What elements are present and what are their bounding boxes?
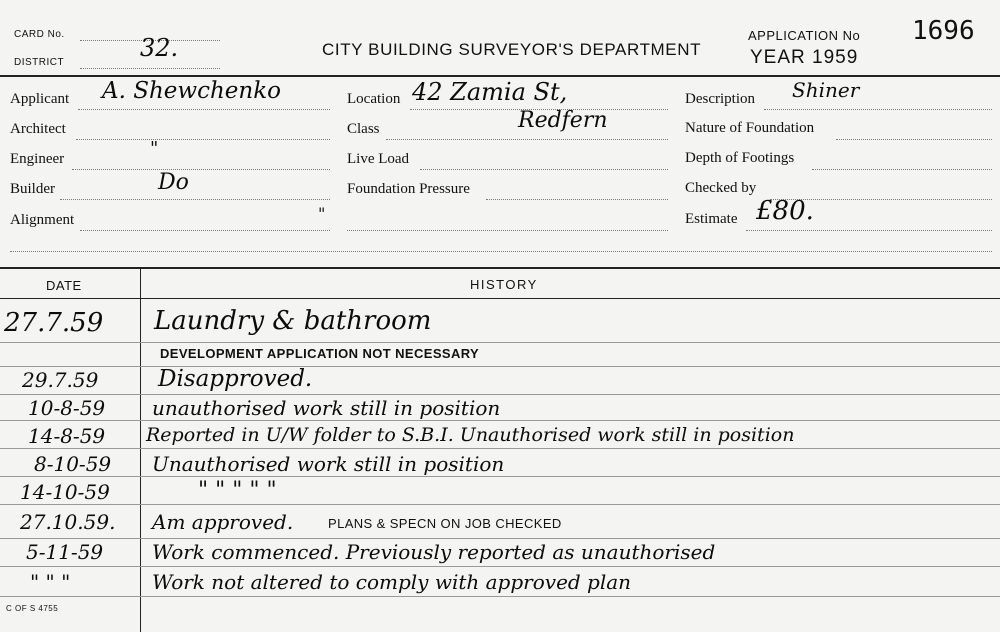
history-row-entry: Work not altered to comply with approved plan [152,570,632,594]
engineer-value: " [150,138,159,159]
history-row-date: 8-10-59 [34,452,112,476]
history-row-date: 14-10-59 [20,480,110,504]
history-rule [0,566,1000,567]
engineer-line [72,169,330,170]
history-row-entry: Am approved. [152,510,294,534]
history-header-divider [0,298,1000,299]
date-column-divider [140,268,141,632]
fields-bottom-line [10,251,992,252]
alignment-line [80,230,330,231]
engineer-label: Engineer [10,151,65,167]
history-column-header: HISTORY [470,277,538,292]
class-label: Class [347,121,380,137]
estimate-line [746,230,992,231]
applicant-value: A. Shewchenko [102,78,282,104]
live-load-line [420,169,668,170]
class-line [386,139,668,140]
history-row-date: " " " [30,570,71,594]
builder-label: Builder [10,181,55,197]
col2-blank-line [347,230,668,231]
applicant-label: Applicant [10,91,70,107]
checked-by-label: Checked by [685,180,757,196]
application-label: APPLICATION No [748,28,861,43]
history-rule [0,366,1000,367]
location-value-line2: Redfern [518,108,608,133]
history-row-entry: Work commenced. Previously reported as unauthorised [152,540,716,564]
history-row-entry-stamp: DEVELOPMENT APPLICATION NOT NECESSARY [160,346,480,361]
history-rule [0,394,1000,395]
nature-of-foundation-line [836,139,992,140]
estimate-label: Estimate [685,211,738,227]
description-line [764,109,992,110]
architect-line [76,139,330,140]
estimate-value: £80. [756,196,814,226]
department-title: CITY BUILDING SURVEYOR'S DEPARTMENT [322,40,702,59]
history-rule [0,342,1000,343]
foundation-pressure-line [486,199,668,200]
history-row-entry: " " " " " [198,478,277,503]
card-no-label: CARD No. [14,29,65,40]
history-row-date: 10-8-59 [28,396,106,420]
history-rule [0,504,1000,505]
history-row-date: 14-8-59 [28,424,106,448]
history-rule [0,448,1000,449]
nature-of-foundation-label: Nature of Foundation [685,120,815,136]
form-code: C OF S 4755 [6,604,59,613]
history-rule [0,596,1000,597]
builder-value: Do [158,170,189,195]
location-label: Location [347,91,401,107]
builder-line [60,199,330,200]
description-value: Shiner [792,78,860,102]
year-label: YEAR 1959 [750,47,859,68]
history-top-divider [0,267,1000,269]
history-row-date: 27.7.59 [4,308,104,338]
history-row-entry: Reported in U/W folder to S.B.I. Unauthorised work still in position [146,424,795,446]
architect-label: Architect [10,121,66,137]
date-column-header: DATE [46,278,82,293]
history-row-entry-stamp: PLANS & SPECN ON JOB CHECKED [328,516,562,531]
history-rule [0,420,1000,421]
history-row-entry: unauthorised work still in position [152,396,501,420]
foundation-pressure-label: Foundation Pressure [347,181,470,197]
district-value: 32. [140,34,179,62]
history-rule [0,538,1000,539]
alignment-value: " [318,204,326,223]
history-row-entry: Disapproved. [158,366,313,392]
history-row-date: 27.10.59. [20,510,116,534]
history-row-date: 5-11-59 [26,540,104,564]
live-load-label: Live Load [347,151,410,167]
history-row-entry: Unauthorised work still in position [152,452,505,476]
district-label: DISTRICT [14,57,65,68]
district-line [80,68,220,69]
header-divider [0,75,1000,77]
applicant-line [78,109,330,110]
history-row-entry: Laundry & bathroom [154,306,432,336]
depth-of-footings-label: Depth of Footings [685,150,795,166]
description-label: Description [685,91,755,107]
location-value-line1: 42 Zamia St, [412,78,568,106]
history-row-date: 29.7.59 [22,368,99,392]
application-number: 1696 [912,16,975,46]
alignment-label: Alignment [10,212,75,228]
history-rule [0,476,1000,477]
depth-of-footings-line [812,169,992,170]
